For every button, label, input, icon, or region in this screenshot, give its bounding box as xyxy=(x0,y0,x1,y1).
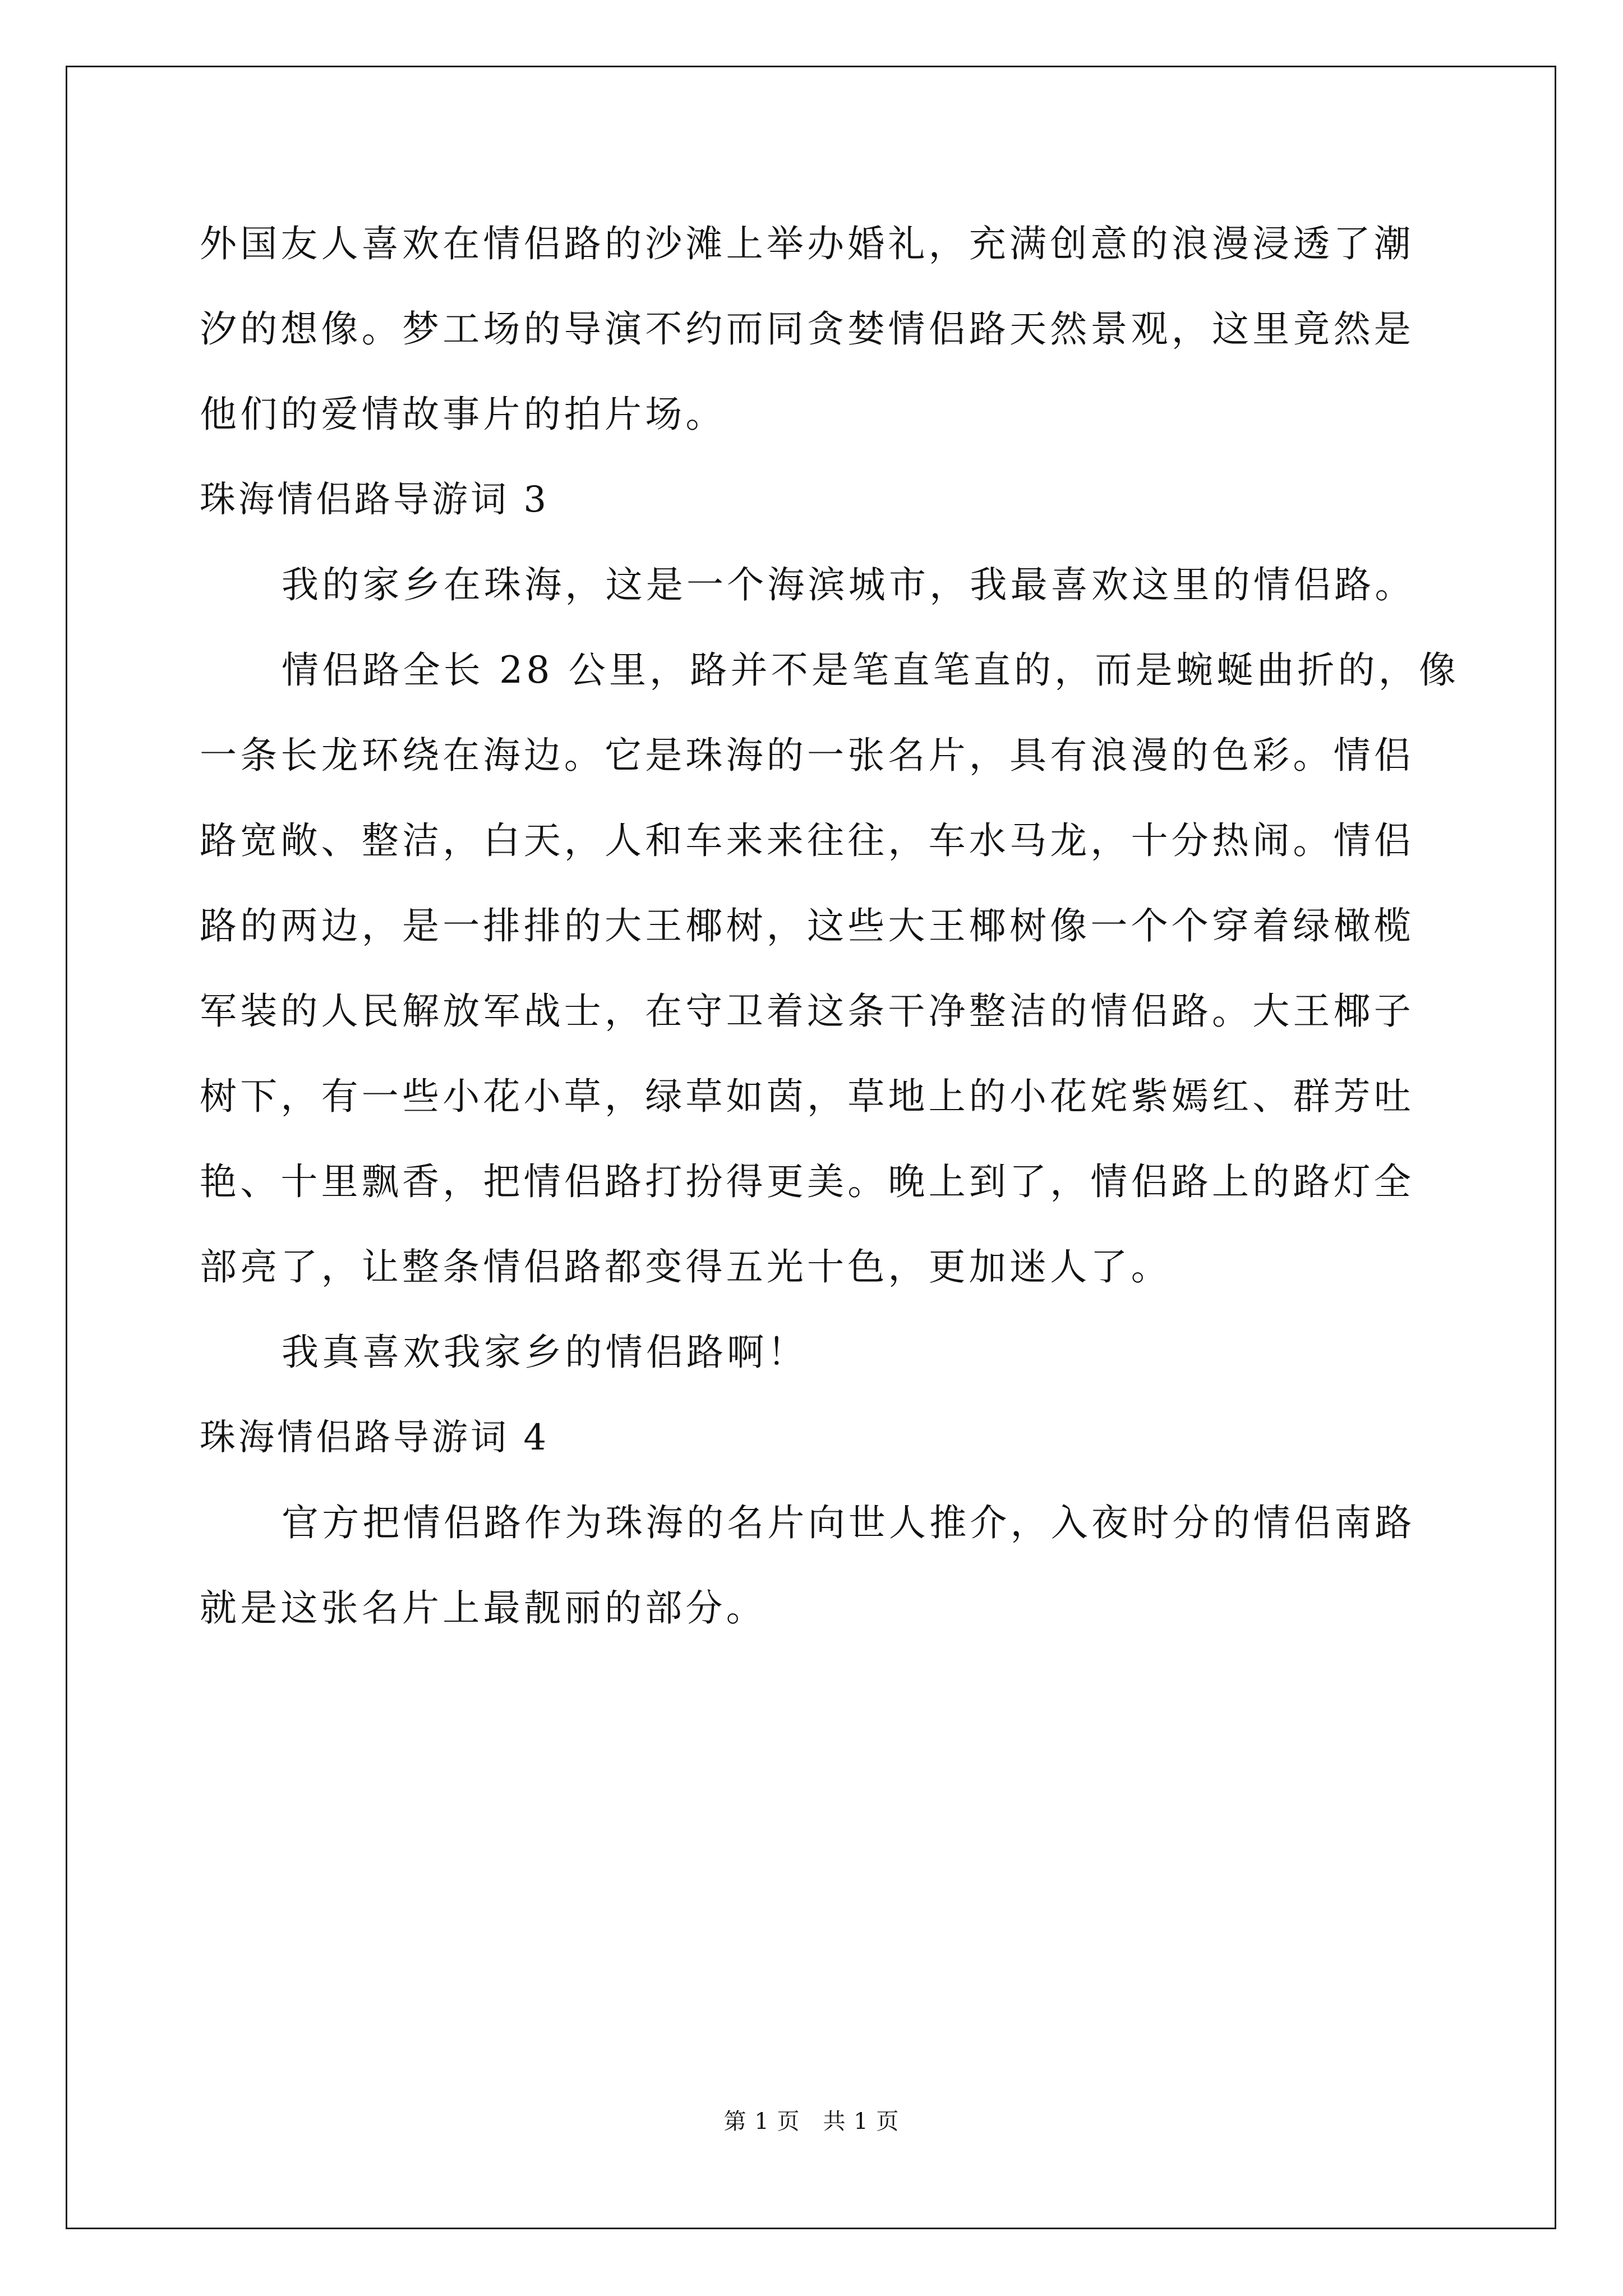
paragraph-line: 汐的想像。梦工场的导演不约而同贪婪情侣路天然景观，这里竟然是 xyxy=(200,307,1414,351)
paragraph-line: 我真喜欢我家乡的情侣路啊！ xyxy=(282,1331,808,1374)
paragraph-line: 情侣路全长 28 公里，路并不是笔直笔直的，而是蜿蜒曲折的，像 xyxy=(282,648,1460,692)
paragraph-line: 路宽敞、整洁，白天，人和车来来往往，车水马龙，十分热闹。情侣 xyxy=(200,819,1414,862)
paragraph-line: 树下，有一些小花小草，绿草如茵，草地上的小花姹紫嫣红、群芳吐 xyxy=(200,1075,1414,1118)
section-heading-3: 珠海情侣路导游词 3 xyxy=(200,479,550,521)
paragraph-line: 部亮了，让整条情侣路都变得五光十色，更加迷人了。 xyxy=(200,1245,1172,1289)
paragraph-line: 一条长龙环绕在海边。它是珠海的一张名片，具有浪漫的色彩。情侣 xyxy=(200,734,1414,777)
paragraph-line: 军装的人民解放军战士，在守卫着这条干净整洁的情侣路。大王椰子 xyxy=(200,990,1414,1033)
section-heading-4: 珠海情侣路导游词 4 xyxy=(200,1417,550,1458)
paragraph-line: 就是这张名片上最靓丽的部分。 xyxy=(200,1586,767,1630)
paragraph-line: 艳、十里飘香，把情侣路打扮得更美。晚上到了，情侣路上的路灯全 xyxy=(200,1160,1414,1203)
paragraph-line: 我的家乡在珠海，这是一个海滨城市，我最喜欢这里的情侣路。 xyxy=(282,563,1415,606)
paragraph-line: 他们的爱情故事片的拍片场。 xyxy=(200,393,726,436)
paragraph-line: 路的两边，是一排排的大王椰树，这些大王椰树像一个个穿着绿橄榄 xyxy=(200,904,1414,947)
paragraph-line: 官方把情侣路作为珠海的名片向世人推介，入夜时分的情侣南路 xyxy=(282,1501,1415,1544)
paragraph-line: 外国友人喜欢在情侣路的沙滩上举办婚礼，充满创意的浪漫浸透了潮 xyxy=(200,222,1414,265)
page-footer: 第 1 页 共 1 页 xyxy=(723,2109,900,2134)
